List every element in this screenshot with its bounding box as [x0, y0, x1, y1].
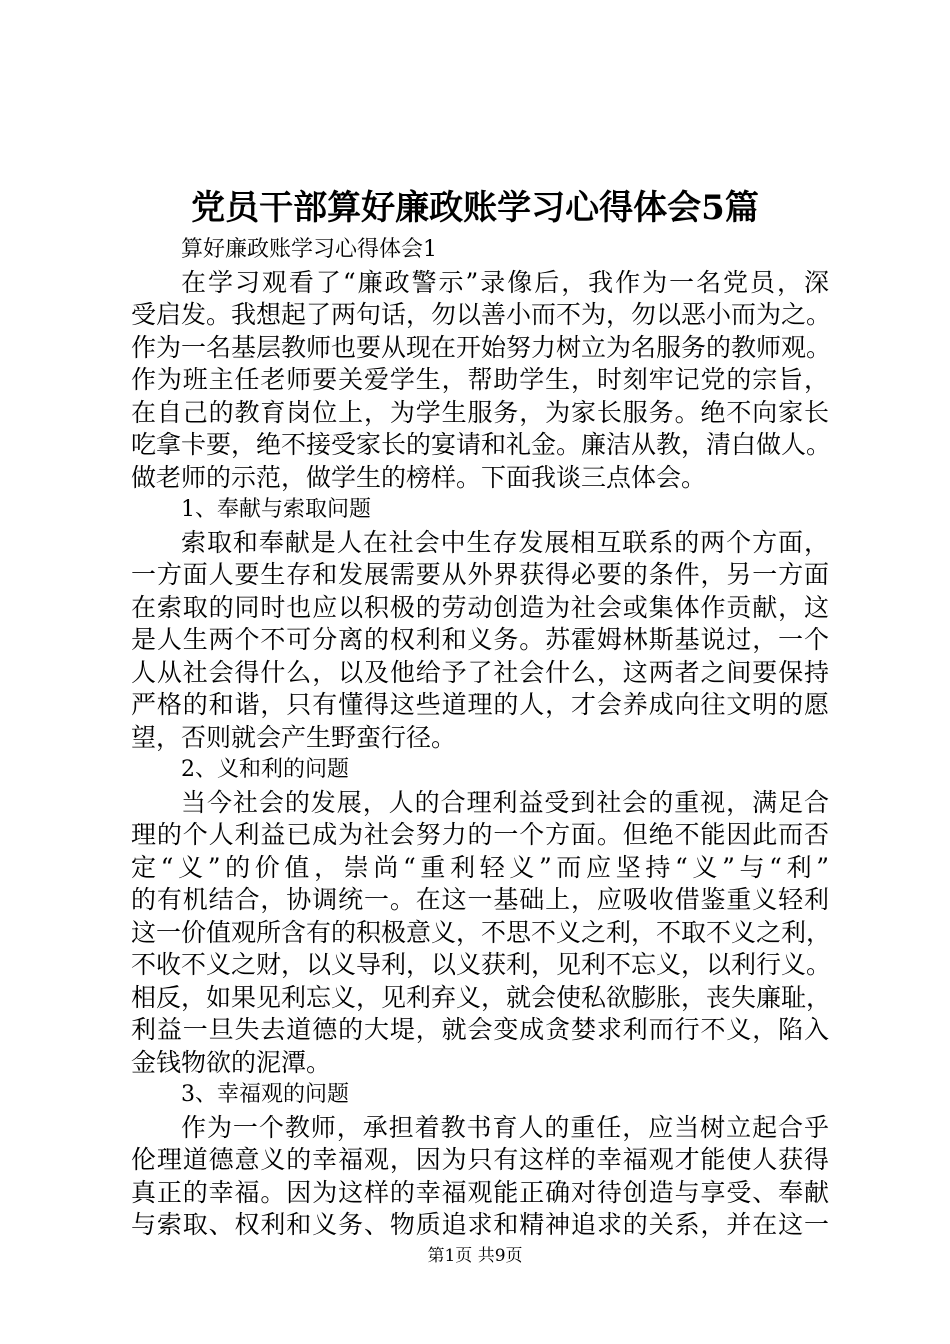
text-line: 不收不义之财，以义导利，以义获利，见利不忘义，以利行义。: [131, 950, 832, 979]
text-line: 在学习观看了“廉政警示”录像后，我作为一名党员，深: [181, 267, 829, 297]
subsection-heading: 2、义和利的问题: [181, 757, 349, 782]
text-line: 在索取的同时也应以积极的劳动创造为社会或集体作贡献，这: [131, 592, 829, 622]
text-line: 相反，如果见利忘义，见利弃义，就会使私欲膨胀，丧失廉耻，: [131, 982, 832, 1012]
text-line: 索取和奉献是人在社会中生存发展相互联系的两个方面，: [181, 527, 829, 557]
text-line: 望，否则就会产生野蛮行径。: [131, 722, 457, 752]
text-line: 作为一个教师，承担着教书育人的重任，应当树立起合乎: [181, 1112, 829, 1142]
text-line: 是人生两个不可分离的权利和义务。苏霍姆林斯基说过，一个: [131, 625, 829, 654]
text-line: 与索取、权利和义务、物质追求和精神追求的关系，并在这一: [131, 1210, 829, 1239]
text-line: 真正的幸福。因为这样的幸福观能正确对待创造与享受、奉献: [131, 1177, 829, 1207]
text-line: 的有机结合，协调统一。在这一基础上，应吸收借鉴重义轻利: [131, 885, 829, 914]
document-body: [131, 234, 832, 1242]
paragraph: [131, 1079, 829, 1242]
section-title: 算好廉政账学习心得体会1: [181, 237, 437, 262]
text-line: 作为一名基层教师也要从现在开始努力树立为名服务的教师观。: [131, 332, 832, 362]
text-line: 伦理道德意义的幸福观，因为只有这样的幸福观才能使人获得: [131, 1145, 829, 1174]
page-footer: 第1页 共9页: [427, 1246, 523, 1266]
paragraph: [131, 494, 829, 754]
text-line: 人从社会得什么，以及他给予了社会什么，这两者之间要保持: [131, 657, 829, 687]
text-line: 作为班主任老师要关爱学生，帮助学生，时刻牢记党的宗旨，: [131, 365, 829, 394]
text-line: 在自己的教育岗位上，为学生服务，为家长服务。绝不向家长: [131, 397, 829, 427]
text-line: 理的个人利益已成为社会努力的一个方面。但绝不能因此而否: [131, 820, 829, 849]
text-line: 当今社会的发展，人的合理利益受到社会的重视，满足合: [181, 787, 829, 817]
subsection-heading: 3、幸福观的问题: [181, 1082, 349, 1107]
text-line: 吃拿卡要，绝不接受家长的宴请和礼金。廉洁从教，清白做人。: [131, 430, 832, 459]
text-line: 利益一旦失去道德的大堤，就会变成贪婪求利而行不义，陷入: [131, 1015, 829, 1044]
text-line: 一方面人要生存和发展需要从外界获得必要的条件，另一方面: [131, 560, 829, 589]
text-line: 严格的和谐，只有懂得这些道理的人，才会养成向往文明的愿: [131, 690, 829, 719]
text-line: 受启发。我想起了两句话，勿以善小而不为，勿以恶小而为之。: [131, 300, 832, 329]
text-line: 定“义”的价值，崇尚“重利轻义”而应坚持“义”与“利”: [131, 852, 829, 882]
text-line: 金钱物欲的泥潭。: [131, 1047, 332, 1077]
paragraph: [131, 267, 832, 495]
subsection-heading: 1、奉献与索取问题: [181, 497, 371, 522]
text-line: 做老师的示范，做学生的榜样。下面我谈三点体会。: [131, 462, 707, 492]
text-line: 这一价值观所含有的积极意义，不思不义之利，不取不义之利，: [131, 917, 832, 947]
paragraph: [131, 754, 832, 1079]
document-title: 党员干部算好廉政账学习心得体会5篇: [191, 188, 759, 228]
